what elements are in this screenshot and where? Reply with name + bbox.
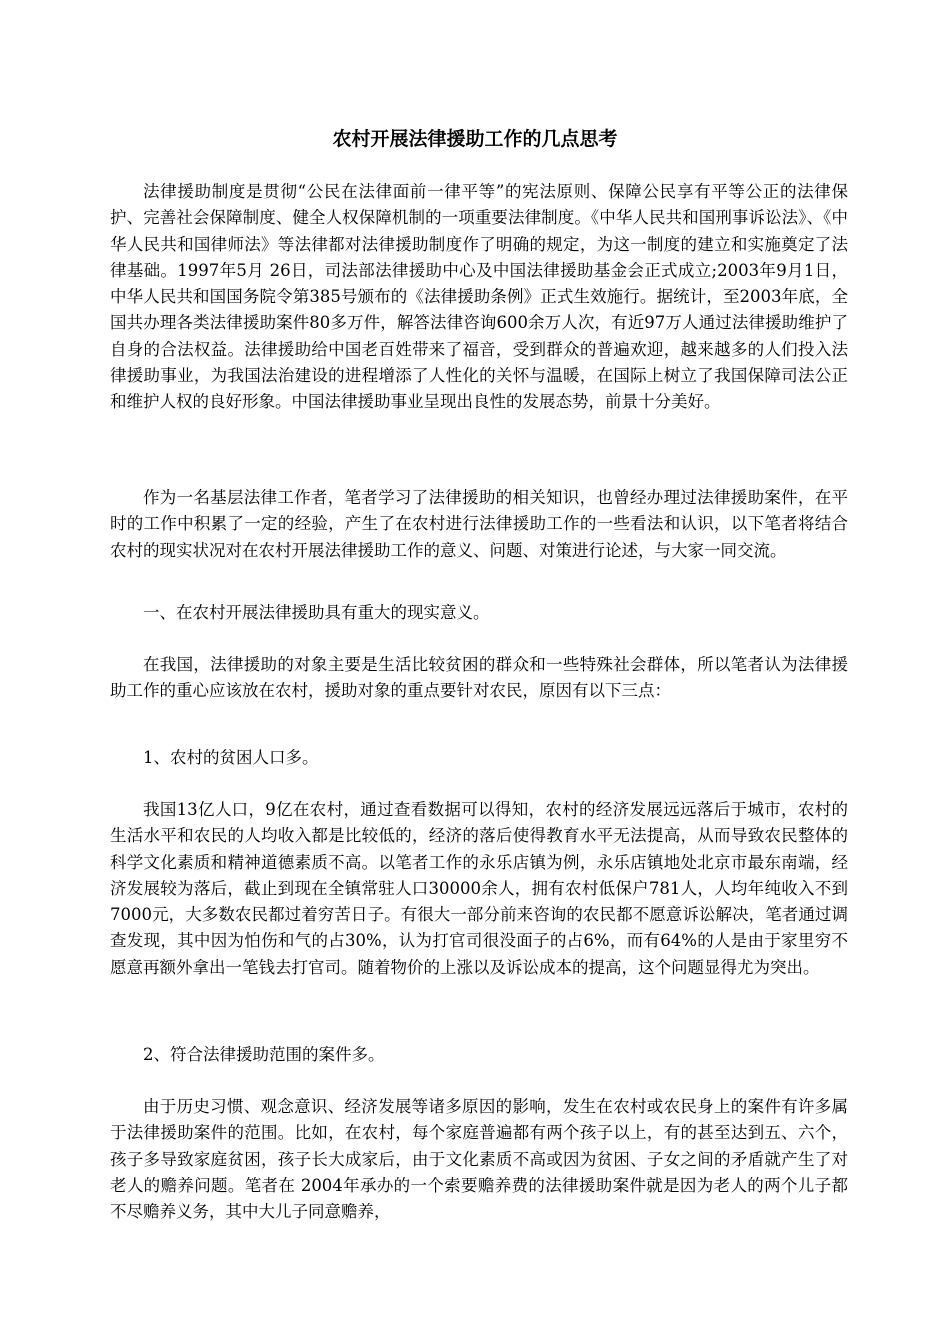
paragraph-section-1-intro: 在我国，法律援助的对象主要是生活比较贫困的群众和一些特殊社会群体，所以笔者认为法律援助工作的重心应该放在农村，援助对象的重点要针对农民，原因有以下三点： — [110, 655, 848, 701]
paragraph-intro: 法律援助制度是贯彻“公民在法律面前一律平等”的宪法原则、保障公民享有平等公正的法律保护、完善社会保障制度、健全人权保障机制的一项重要法律制度。《中华人民共和国刑事诉讼法》、《中华人民共和国律师法》等法律都对法律援助制度作了明确的规定，为这一制度的建立和实施奠定了法律基础。1997年5月 26日，司法部法律援助中心及中国法律援助基金会正式成立;2003年9月1日，中华人民共和国国务院令第385号颁布的《法律援助条例》正式生效施行。据统计，至2003年底，全国共办理各类法律援助案件80多万件，解答法律咨询600余万人次，有近97万人通过法律援助维护了自身的合法权益。法律援助给中国老百姓带来了福音，受到群众的普遍欢迎，越来越多的人们投入法律援助事业，为我国法治建设的进程增添了人性化的关怀与温暖，在国际上树立了我国保障司法公正和维护人权的良好形象。中国法律援助事业呈现出良性的发展态势，前景十分美好。 — [110, 182, 848, 412]
subheading-2: 2、符合法律援助范围的案件多。 — [143, 1045, 385, 1064]
paragraph-cases: 由于历史习惯、观念意识、经济发展等诸多原因的影响，发生在农村或农民身上的案件有许多属于法律援助案件的范围。比如，在农村，每个家庭普遍都有两个孩子以上，有的甚至达到五、六个，孩子多导致家庭贫困，孩子长大成家后，由于文化素质不高或因为贫困、子女之间的矛盾就产生了对老人的赡养问题。笔者在 2004年承办的一个索要赡养费的法律援助案件就是因为老人的两个儿子都不尽赡养义务，其中大儿子同意赡养， — [110, 1097, 848, 1222]
paragraph-poverty: 我国13亿人口，9亿在农村，通过查看数据可以得知，农村的经济发展远远落后于城市，农村的生活水平和农民的人均收入都是比较低的，经济的落后使得教育水平无法提高，从而导致农民整体的科学文化素质和精神道德素质不高。以笔者工作的永乐店镇为例，永乐店镇地处北京市最东南端，经济发展较为落后，截止到现在全镇常驻人口30000余人，拥有农村低保户781人，人均年纯收入不到7000元，大多数农民都过着穷苦日子。有很大一部分前来咨询的农民都不愿意诉讼解决，笔者通过调查发现，其中因为怕伤和气的占30%，认为打官司很没面子的占6%，而有64%的人是由于家里穷不愿意再额外拿出一笔钱去打官司。随着物价的上涨以及诉讼成本的提高，这个问题显得尤为突出。 — [110, 800, 848, 977]
paragraph-author-background: 作为一名基层法律工作者，笔者学习了法律援助的相关知识，也曾经办理过法律援助案件，在平时的工作中积累了一定的经验，产生了在农村进行法律援助工作的一些看法和认识，以下笔者将结合农村的现实状况对在农村开展法律援助工作的意义、问题、对策进行论述，与大家一同交流。 — [110, 488, 848, 560]
section-heading-1: 一、在农村开展法律援助具有重大的现实意义。 — [143, 603, 490, 622]
subheading-1: 1、农村的贫困人口多。 — [143, 748, 319, 767]
document-title: 农村开展法律援助工作的几点思考 — [332, 128, 618, 150]
